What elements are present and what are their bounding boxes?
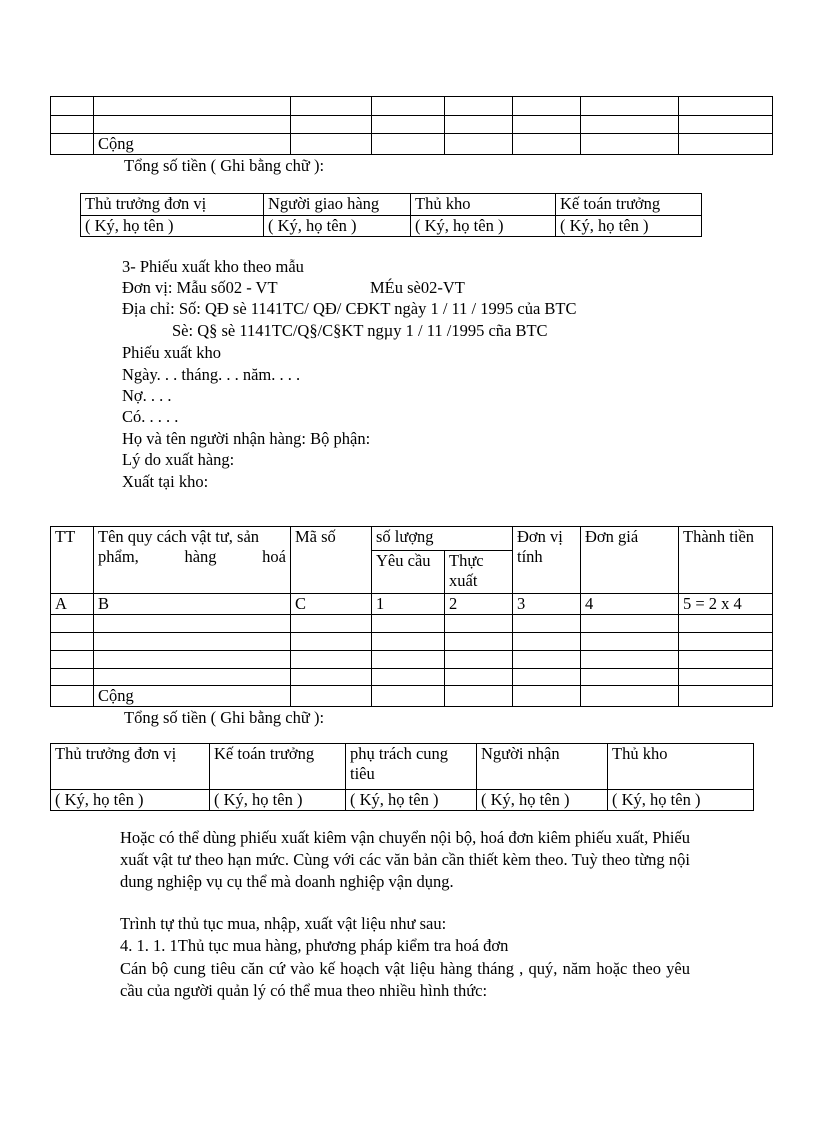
paragraph-purchasing: Cán bộ cung tiêu căn cứ vào kế hoạch vật liệu hàng tháng , quý, năm hoặc theo yêu cầu của người quản lý có thể mua theo nhiều hình thức:	[120, 959, 690, 1000]
credit-line: Có. . . . .	[122, 407, 179, 426]
signature-note: ( Ký, họ tên )	[346, 790, 477, 811]
unit-code: MÉu sè02-VT	[370, 278, 465, 297]
section-heading: 4. 1. 1. 1Thủ tục mua hàng, phương pháp kiểm tra hoá đơn	[120, 936, 509, 955]
col-actual-header: Thực xuất	[445, 551, 513, 594]
code-cell: 1	[372, 594, 445, 615]
warehouse-line: Xuất tại kho:	[122, 472, 209, 491]
signature-title: Người giao hàng	[264, 194, 411, 216]
col-name-header: Tên quy cách vật tư, sản phẩm, hàng hoá	[94, 527, 291, 594]
table-cell	[94, 116, 291, 134]
paragraph-intro: Hoặc có thể dùng phiếu xuất kiêm vận chuyển nội bộ, hoá đơn kiêm phiếu xuất, Phiếu xuất vật tư theo hạn mức. Cùng với các văn bản cần thiết kèm theo. Tuỳ theo từng nội dung nghiệp vụ cụ thể mà doanh nghiệp vận dụng.	[120, 828, 690, 891]
table-cell	[51, 116, 94, 134]
signature-note: ( Ký, họ tên )	[477, 790, 608, 811]
table-row	[51, 633, 773, 651]
signature-title: Thủ trưởng đơn vị	[51, 744, 210, 790]
signature-title: Kế toán trưởng	[556, 194, 702, 216]
table-cell	[291, 97, 372, 116]
signature-title: Kế toán trưởng	[210, 744, 346, 790]
code-cell: C	[291, 594, 372, 615]
total-amount-text: Tổng số tiền ( Ghi bằng chữ ):	[124, 156, 325, 175]
table-cell	[445, 97, 513, 116]
table-cell	[581, 97, 679, 116]
code-row	[51, 594, 773, 615]
signature-table-1	[80, 193, 702, 237]
reason-line: Lý do xuất hàng:	[122, 450, 235, 469]
signature-note: ( Ký, họ tên )	[608, 790, 754, 811]
regulation-line: Sè: Q§ sè 1141TC/Q§/C§KT ngµy 1 / 11 /1995 cña BTC	[172, 321, 548, 340]
signature-table-2	[50, 743, 754, 811]
code-cell: B	[94, 594, 291, 615]
signature-title: Thủ kho	[411, 194, 556, 216]
signature-title-row	[51, 744, 754, 790]
code-cell: A	[51, 594, 94, 615]
col-unit-header: Đơn vị tính	[513, 527, 581, 594]
signature-title: Thủ kho	[608, 744, 754, 790]
table-cell	[445, 116, 513, 134]
table-cell	[51, 97, 94, 116]
date-line: Ngày. . . tháng. . . năm. . . .	[122, 365, 301, 384]
signature-note: ( Ký, họ tên )	[556, 216, 702, 237]
table-cell	[291, 116, 372, 134]
code-cell: 2	[445, 594, 513, 615]
unit-label: Đơn vị: Mẫu số02 - VT	[122, 278, 278, 297]
table-cell	[679, 134, 773, 155]
col-code-header: Mã số	[291, 527, 372, 594]
signature-title: Thủ trưởng đơn vị	[81, 194, 264, 216]
signature-title-row	[81, 194, 702, 216]
top-table	[50, 96, 773, 155]
table-row	[51, 651, 773, 669]
table-cell	[513, 134, 581, 155]
signature-title: Người nhận	[477, 744, 608, 790]
form-title: Phiếu xuất kho	[122, 343, 221, 362]
signature-note: ( Ký, họ tên )	[51, 790, 210, 811]
table-cell	[94, 97, 291, 116]
signature-note: ( Ký, họ tên )	[81, 216, 264, 237]
signature-note: ( Ký, họ tên )	[210, 790, 346, 811]
receiver-line: Họ và tên người nhận hàng: Bộ phận:	[122, 429, 371, 448]
header-row	[51, 527, 773, 551]
table-row-total	[51, 134, 773, 155]
code-cell: 3	[513, 594, 581, 615]
table-cell	[51, 134, 94, 155]
col-amount-header: Thành tiền	[679, 527, 773, 594]
col-price-header: Đơn giá	[581, 527, 679, 594]
table-cell	[581, 116, 679, 134]
total-label: Cộng	[94, 134, 291, 155]
table-cell	[679, 116, 773, 134]
signature-note: ( Ký, họ tên )	[411, 216, 556, 237]
total-amount-text: Tổng số tiền ( Ghi bằng chữ ):	[124, 708, 325, 727]
col-required-header: Yêu cầu	[372, 551, 445, 594]
signature-note-row	[81, 216, 702, 237]
section-title: 3- Phiếu xuất kho theo mẫu	[122, 257, 304, 276]
main-table	[50, 526, 773, 707]
signature-note: ( Ký, họ tên )	[264, 216, 411, 237]
table-cell	[513, 97, 581, 116]
table-row-total	[51, 686, 773, 707]
signature-title: phụ trách cung tiêu	[346, 744, 477, 790]
table-cell	[513, 116, 581, 134]
table-cell	[372, 116, 445, 134]
table-row	[51, 615, 773, 633]
table-row	[51, 97, 773, 116]
table-row	[51, 116, 773, 134]
total-label: Cộng	[94, 686, 291, 707]
table-cell	[581, 134, 679, 155]
table-row	[51, 669, 773, 686]
col-quantity-header: số lượng	[372, 527, 513, 551]
table-cell	[372, 134, 445, 155]
col-tt-header: TT	[51, 527, 94, 594]
signature-note-row	[51, 790, 754, 811]
table-cell	[679, 97, 773, 116]
code-cell: 4	[581, 594, 679, 615]
debit-line: Nợ. . . .	[122, 386, 172, 405]
table-cell	[291, 134, 372, 155]
code-cell: 5 = 2 x 4	[679, 594, 773, 615]
address-line: Địa chỉ: Số: QĐ sè 1141TC/ QĐ/ CĐKT ngày 1 / 11 / 1995 của BTC	[122, 299, 577, 318]
table-cell	[372, 97, 445, 116]
table-cell	[445, 134, 513, 155]
procedure-line: Trình tự thủ tục mua, nhập, xuất vật liệu như sau:	[120, 914, 447, 933]
